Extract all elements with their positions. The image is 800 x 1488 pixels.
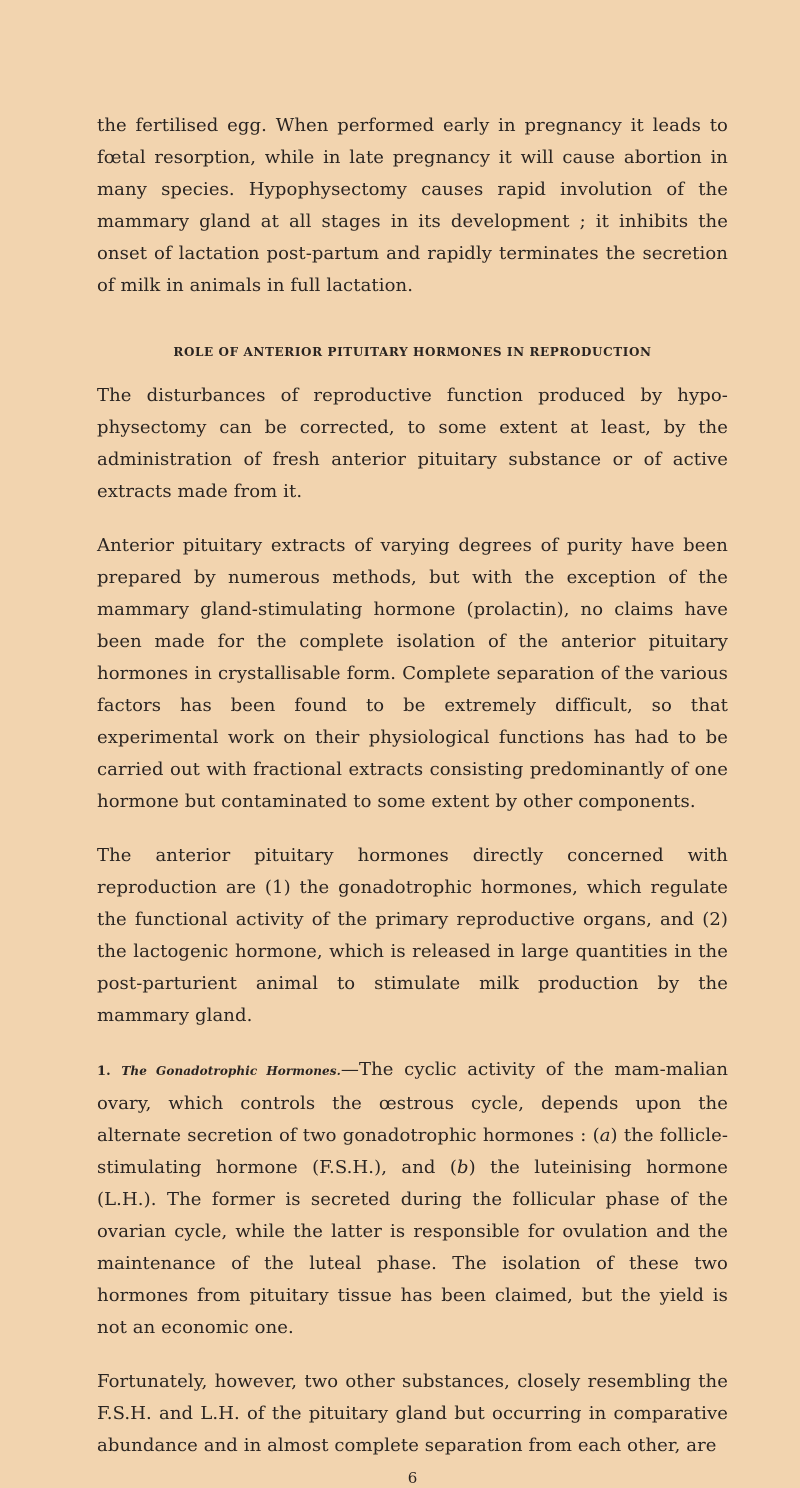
page-number: 6 (407, 1469, 418, 1487)
paragraph-1: The disturbances of reproductive function produced by hypo-physectomy can be corrected, to some extent at least, by the administration of fresh anterior pituitary substance or of active extracts made from it. (97, 385, 728, 502)
subsection-title: The Gonadotrophic Hormones. (121, 1064, 341, 1078)
paragraph-4 (97, 1054, 728, 1344)
paragraph-gap (97, 508, 728, 530)
paragraph-4-text-1: —The cyclic activity of the mam-malian ovary, which controls the œstrous cycle, depends upon the alternate secretion of two gonadotrophic hormones : ( (97, 1059, 729, 1146)
paragraph-3: The anterior pituitary hormones directly concerned with reproduction are (1) the gonadotrophic hormones, which regulate the functional activity of the primary reproductive organs, and (2) the lactogenic hormone, which is released in large quantities in the post-parturient animal to stimulate milk production by the mammary gland. (97, 845, 728, 1026)
paragraph-4-text-2: ) the follicle-stimulating hormone (F.S.H.), and ( (97, 1125, 729, 1178)
paragraph-4-text-3: ) the luteinising hormone (L.H.). The former is secreted during the follicular phase of the ovarian cycle, while the latter is responsible for ovulation and the maintenance of the luteal phase. The isolation of these two hormones from pituitary tissue has been claimed, but the yield is not an economic one. (97, 1157, 728, 1338)
paragraph-5: Fortunately, however, two other substances, closely resembling the F.S.H. and L.H. of the pituitary gland but occurring in comparative abundance and in almost complete separation from each other, are (97, 1371, 728, 1456)
subsection-number: 1. (97, 1064, 111, 1079)
paragraph-4-item-b: b (457, 1157, 469, 1178)
paragraph-gap (97, 818, 728, 840)
section-heading: ROLE OF ANTERIOR PITUITARY HORMONES IN REPRODUCTION (173, 345, 652, 359)
paragraph-4-item-a: a (599, 1125, 611, 1146)
paragraph-2: Anterior pituitary extracts of varying degrees of purity have been prepared by numerous methods, but with the exception of the mammary gland-stimulating hormone (prolactin), no claims have been made for the complete isolation of the anterior pituitary hormones in crystallisable form. Complete separation of the various factors has been found to be extremely difficult, so that experimental work on their physiological functions has had to be carried out with fractional extracts consisting predominantly of one hormone but contaminated to some extent by other components. (97, 535, 728, 812)
paragraph-gap (97, 1032, 728, 1054)
intro-paragraph: the fertilised egg. When performed early in pregnancy it leads to fœtal resorption, while in late pregnancy it will cause abortion in many species. Hypophysectomy causes rapid involution of the mammary gland at all stages in its development ; it inhibits the onset of lactation post-partum and rapidly terminates the secretion of milk in animals in full lactation. (97, 115, 728, 296)
paragraph-gap (97, 1344, 728, 1366)
document-page (97, 110, 728, 1488)
